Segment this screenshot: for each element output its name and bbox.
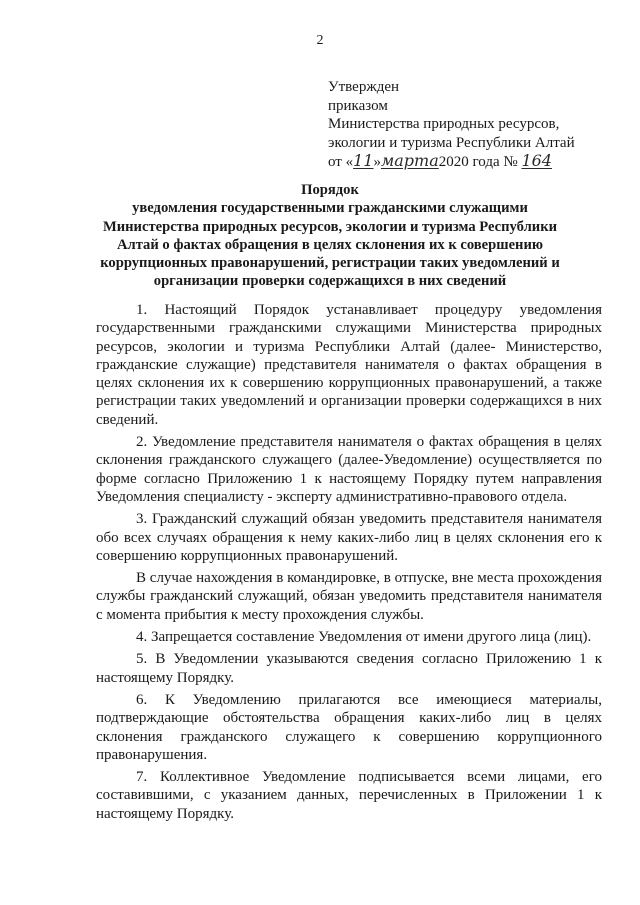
handwritten-month: марта (380, 151, 439, 170)
document-title (60, 181, 600, 291)
paragraph: 4. Запрещается составление Уведомления от имени другого лица (лиц). (136, 629, 592, 646)
title-line: Алтай о фактах обращения в целях склонения их к совершению (116, 236, 544, 253)
date-prefix: от « (328, 154, 354, 170)
title-heading: Порядок (301, 182, 359, 198)
approval-line: Утвержден (328, 79, 400, 95)
title-line: Министерства природных ресурсов, экологии и туризма Республики (102, 218, 558, 235)
title-line: коррупционных правонарушений, регистрации таких уведомлений и (100, 255, 560, 272)
approval-line: экологии и туризма Республики Алтай (328, 134, 575, 151)
paragraph: В случае нахождения в командировке, в отпуске, вне места прохождения службы гражданский служащий, обязан уведомить представителя нанимателя с момента прибытия к месту прохождения службы. (96, 570, 602, 623)
date-mid: » (373, 154, 381, 170)
paragraph: 3. Гражданский служащий обязан уведомить представителя нанимателя обо всех случаях обращения к нему каких-либо лиц в целях склонения его к совершению коррупционных правонарушений. (96, 511, 602, 564)
approval-date-line (328, 152, 628, 172)
title-line: уведомления государственными гражданскими служащими (132, 200, 528, 217)
paragraph: 2. Уведомление представителя нанимателя о фактах обращения в целях склонения гражданского служащего (далее-Уведомление) осуществляется по форме согласно Приложению 1 к настоящему Порядку путем направления Уведомления специалисту - эксперту административно-правового отдела. (96, 434, 602, 505)
page-number: 2 (316, 33, 324, 48)
paragraph: 7. Коллективное Уведомление подписывается всеми лицами, его составившими, с указанием данных, перечисленных в Приложении 1 к настоящему Порядку. (96, 769, 602, 822)
date-year-text: 2020 года № (438, 154, 518, 170)
approval-block (328, 78, 628, 172)
approval-line: Министерства природных ресурсов, (328, 116, 560, 132)
document-body (96, 301, 602, 827)
paragraph: 6. К Уведомлению прилагаются все имеющиеся материалы, подтверждающие обстоятельства обращения каких-либо лиц в целях склонения гражданского служащего к совершению коррупционного правонарушения. (96, 691, 602, 763)
paragraph: 1. Настоящий Порядок устанавливает процедуру уведомления государственными гражданскими служащими Министерства природных ресурсов, экологии и туризма Республики Алтай (далее- Министерство, гражданские служащие) представителя нанимателя о фактах обращения в целях склонения их к совершению коррупционных правонарушений, а также регистрации таких уведомлений и организации проверки содержащихся в них сведений. (96, 302, 602, 428)
title-line: организации проверки содержащихся в них сведений (153, 273, 507, 290)
approval-line: приказом (328, 97, 388, 114)
paragraph: 5. В Уведомлении указываются сведения согласно Приложению 1 к настоящему Порядку. (96, 651, 602, 686)
handwritten-day: 11 (353, 151, 374, 170)
handwritten-order-number: 164 (521, 151, 552, 170)
